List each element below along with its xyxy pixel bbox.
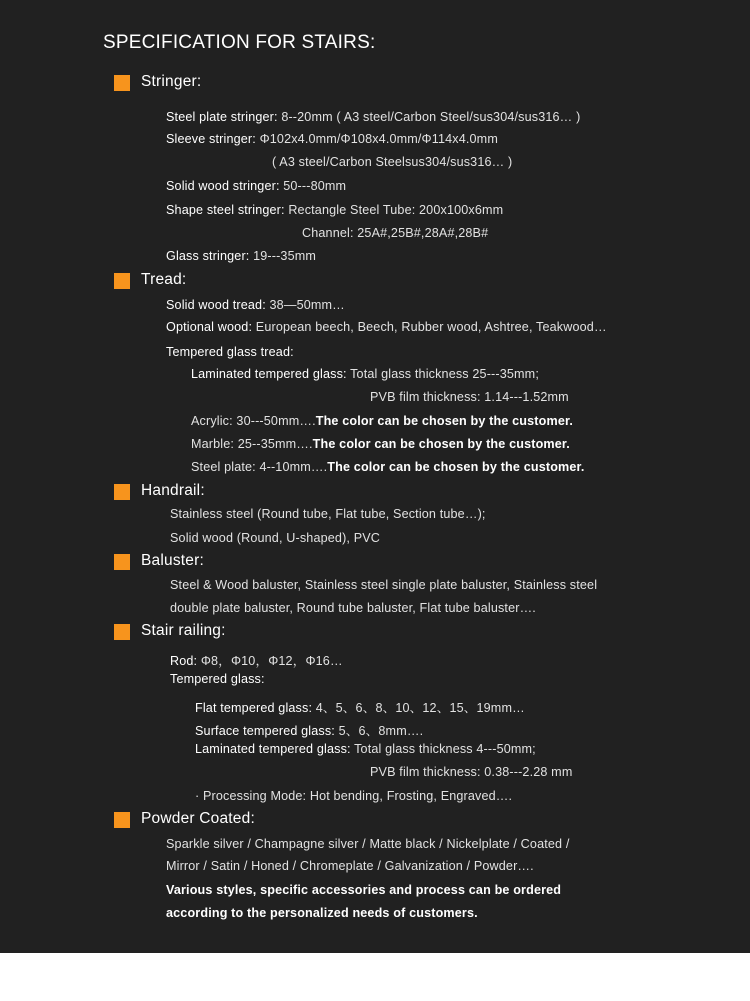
spec-line bbox=[170, 507, 486, 521]
spec-key: Tempered glass: bbox=[170, 672, 265, 686]
spec-line bbox=[170, 672, 265, 686]
spec-key: Rod: bbox=[170, 654, 201, 668]
section-heading: Baluster: bbox=[141, 552, 204, 569]
spec-line bbox=[166, 837, 569, 851]
spec-line bbox=[166, 203, 503, 217]
spec-value: Rectangle Steel Tube: 200x100x6mm bbox=[288, 203, 504, 217]
color-note: The color can be chosen by the customer. bbox=[327, 460, 585, 474]
spec-line bbox=[191, 460, 585, 474]
section-heading: Handrail: bbox=[141, 482, 205, 499]
spec-key: Tempered glass tread: bbox=[166, 345, 294, 359]
spec-key: Flat tempered glass: bbox=[195, 701, 316, 715]
spec-line bbox=[370, 765, 572, 779]
spec-line bbox=[166, 132, 498, 146]
spec-key: Glass stringer: bbox=[166, 249, 254, 263]
spec-line bbox=[191, 414, 573, 428]
spec-line bbox=[166, 298, 345, 312]
spec-value: Solid wood (Round, U-shaped), PVC bbox=[170, 531, 381, 545]
orange-square-icon bbox=[114, 273, 130, 289]
spec-line bbox=[195, 697, 525, 716]
spec-value: Φ8，Φ10，Φ12，Φ16… bbox=[200, 654, 343, 668]
spec-line bbox=[195, 742, 536, 756]
spec-value: Mirror / Satin / Honed / Chromeplate / Galvanization / Powder…. bbox=[166, 859, 534, 873]
spec-line bbox=[166, 110, 580, 124]
spec-line bbox=[191, 437, 570, 451]
spec-key: Laminated tempered glass: bbox=[195, 742, 355, 756]
spec-value: double plate baluster, Round tube baluster, Flat tube baluster…. bbox=[170, 601, 536, 615]
spec-line bbox=[166, 249, 316, 263]
spec-line bbox=[302, 226, 488, 240]
spec-value: Acrylic: 30---50mm…. bbox=[191, 414, 316, 428]
spec-value: 19---35mm bbox=[253, 249, 317, 263]
spec-value: 38—50mm… bbox=[269, 298, 345, 312]
spec-value: 50---80mm bbox=[283, 179, 347, 193]
spec-value: Φ102x4.0mm/Φ108x4.0mm/Φ114x4.0mm bbox=[259, 132, 498, 146]
spec-value: Stainless steel (Round tube, Flat tube, Section tube…); bbox=[170, 507, 486, 521]
spec-value: Total glass thickness 25---35mm; bbox=[350, 367, 539, 381]
orange-square-icon bbox=[114, 812, 130, 828]
spec-value: Steel & Wood baluster, Stainless steel single plate baluster, Stainless steel bbox=[170, 578, 598, 592]
spec-value: Sparkle silver / Champagne silver / Matte black / Nickelplate / Coated / bbox=[166, 837, 570, 851]
spec-line bbox=[166, 345, 294, 359]
spec-line bbox=[170, 650, 343, 669]
spec-line bbox=[191, 367, 539, 381]
section-heading: Stringer: bbox=[141, 73, 202, 90]
spec-value: ( A3 steel/Carbon Steelsus304/sus316… ) bbox=[272, 155, 513, 169]
spec-line bbox=[166, 179, 346, 193]
section-heading: Tread: bbox=[141, 271, 187, 288]
orange-square-icon bbox=[114, 484, 130, 500]
spec-value: PVB film thickness: 0.38---2.28 mm bbox=[370, 765, 573, 779]
section-heading: Powder Coated: bbox=[141, 810, 255, 827]
spec-line bbox=[170, 601, 536, 615]
spec-value: Marble: 25--35mm…. bbox=[191, 437, 313, 451]
spec-key: Optional wood: bbox=[166, 320, 256, 334]
spec-line bbox=[170, 578, 597, 592]
spec-key: Solid wood stringer: bbox=[166, 179, 284, 193]
spec-key: Steel plate stringer: bbox=[166, 110, 282, 124]
orange-square-icon bbox=[114, 624, 130, 640]
page-title: SPECIFICATION FOR STAIRS: bbox=[103, 32, 376, 53]
section-heading: Stair railing: bbox=[141, 622, 226, 639]
customization-note: according to the personalized needs of customers. bbox=[166, 906, 478, 920]
spec-line bbox=[272, 155, 512, 169]
spec-value: 8--20mm ( A3 steel/Carbon Steel/sus304/sus316… ) bbox=[281, 110, 581, 124]
spec-key: Laminated tempered glass: bbox=[191, 367, 351, 381]
spec-key: Shape steel stringer: bbox=[166, 203, 289, 217]
spec-value: European beech, Beech, Rubber wood, Ashtree, Teakwood… bbox=[255, 320, 607, 334]
spec-key: Surface tempered glass: bbox=[195, 724, 339, 738]
color-note: The color can be chosen by the customer. bbox=[312, 437, 570, 451]
spec-value: 5、6、8mm…. bbox=[338, 724, 424, 738]
spec-value: Steel plate: 4--10mm…. bbox=[191, 460, 328, 474]
spec-line bbox=[195, 720, 423, 739]
orange-square-icon bbox=[114, 554, 130, 570]
spec-line bbox=[170, 531, 380, 545]
spec-value: · Processing Mode: Hot bending, Frosting, Engraved…. bbox=[195, 789, 513, 803]
spec-line bbox=[370, 390, 569, 404]
spec-line bbox=[166, 859, 534, 873]
spec-value: 4、5、6、8、10、12、15、19mm… bbox=[315, 701, 525, 715]
spec-key: Sleeve stringer: bbox=[166, 132, 260, 146]
spec-line bbox=[166, 320, 607, 334]
spec-value: Channel: 25A#,25B#,28A#,28B# bbox=[302, 226, 489, 240]
orange-square-icon bbox=[114, 75, 130, 91]
spec-value: PVB film thickness: 1.14---1.52mm bbox=[370, 390, 569, 404]
spec-line bbox=[195, 789, 512, 803]
color-note: The color can be chosen by the customer. bbox=[315, 414, 573, 428]
customization-note: Various styles, specific accessories and process can be ordered bbox=[166, 883, 562, 897]
spec-value: Total glass thickness 4---50mm; bbox=[354, 742, 536, 756]
spec-key: Solid wood tread: bbox=[166, 298, 270, 312]
